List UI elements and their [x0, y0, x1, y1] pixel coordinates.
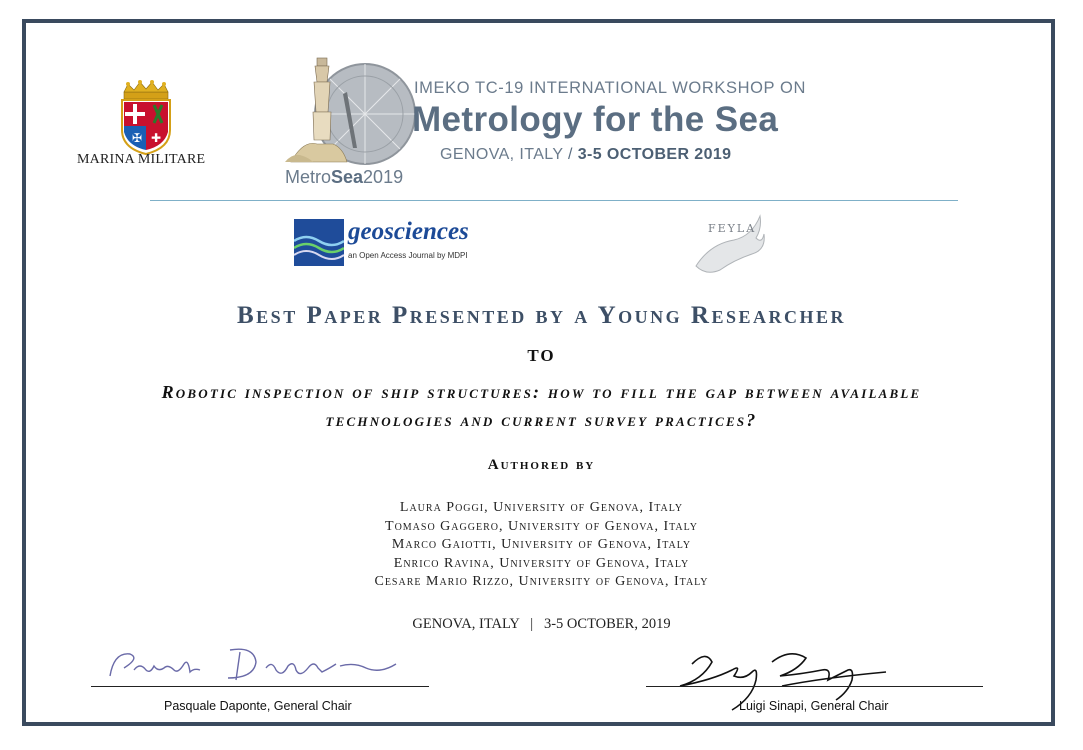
- signatory-right: Luigi Sinapi, General Chair: [739, 699, 889, 713]
- author-item: Tomaso Gaggero, University of Genova, Italy: [385, 518, 698, 534]
- feyla-text: FEYLA: [708, 222, 757, 235]
- geosciences-subtitle: an Open Access Journal by MDPI: [348, 251, 468, 260]
- paper-title-line-2: technologies and current survey practices?: [325, 410, 758, 430]
- paper-title-line-1: Robotic inspection of ship structures: how to fill the gap between available: [161, 382, 922, 402]
- metrosea-brand-bold: Sea: [331, 167, 364, 187]
- author-item: Cesare Mario Rizzo, University of Genova, Italy: [374, 574, 709, 589]
- signature-line-right: [646, 686, 983, 687]
- award-to-label: TO: [527, 346, 556, 365]
- author-item: Enrico Ravina, University of Genova, Italy: [393, 555, 690, 571]
- signature-line-left: [91, 686, 429, 687]
- metrosea-brand: [285, 167, 403, 188]
- workshop-dates: 3-5 OCTOBER 2019: [577, 146, 732, 163]
- workshop-separator: /: [568, 146, 573, 163]
- geosciences-logo-mark: [294, 219, 344, 266]
- workshop-title: Metrology for the Sea: [412, 100, 779, 139]
- author-list: [0, 499, 1083, 592]
- workshop-location-dates: [440, 146, 731, 164]
- paper-title: [40, 378, 1043, 434]
- svg-text:✠: ✠: [132, 131, 143, 145]
- workshop-subtitle: IMEKO TC-19 INTERNATIONAL WORKSHOP ON: [414, 79, 806, 97]
- signatory-left: Pasquale Daponte, General Chair: [164, 699, 352, 713]
- metrosea-brand-prefix: Metro: [285, 167, 332, 187]
- place-and-date: GENOVA, ITALY | 3-5 OCTOBER, 2019: [412, 616, 671, 632]
- authored-by-label: Authored by: [487, 457, 596, 473]
- svg-text:✚: ✚: [151, 131, 162, 145]
- marina-militare-label: MARINA MILITARE: [77, 152, 206, 167]
- geosciences-name: geosciences: [348, 218, 469, 245]
- author-item: Laura Poggi, University of Genova, Italy: [399, 500, 684, 515]
- header-divider: [150, 200, 958, 201]
- metrosea-brand-year: 2019: [363, 167, 404, 187]
- workshop-location: GENOVA, ITALY: [440, 146, 564, 163]
- marina-militare-emblem: [118, 80, 174, 155]
- feyla-whale-logo: [690, 204, 770, 276]
- signature-daponte: [104, 638, 404, 688]
- author-item: Marco Gaiotti, University of Genova, Italy: [391, 537, 692, 552]
- metrosea-logo: [283, 52, 423, 170]
- wave-icon: [294, 219, 344, 266]
- award-title: Best Paper Presented by a Young Researcher: [237, 302, 846, 329]
